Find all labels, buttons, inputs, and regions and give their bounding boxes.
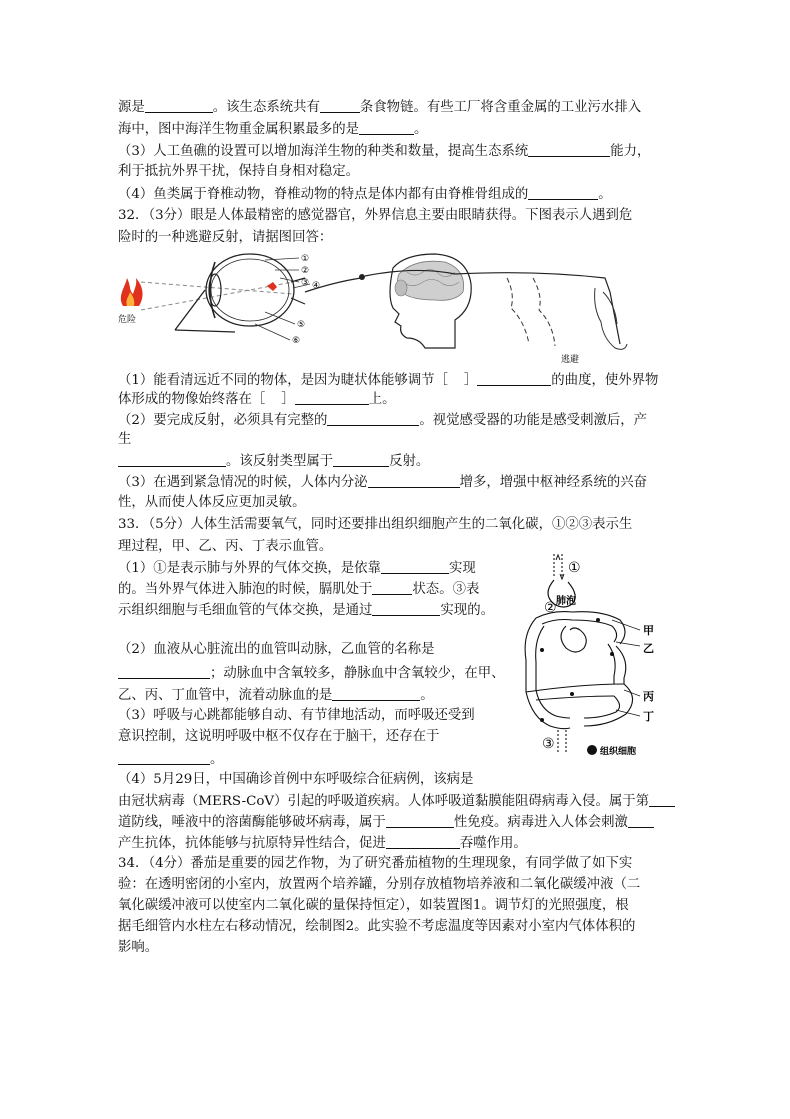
circulation-figure: [512, 550, 672, 768]
q33-answer-3: 示组织细胞与毛细血管的气体交换，是通过 实现的。: [118, 603, 494, 618]
answer-blank[interactable]: [372, 580, 412, 595]
answer-blank[interactable]: [528, 142, 610, 157]
q33-answer-7: （3）呼吸与心跳都能够自动、有节律地活动，而呼吸还受到: [118, 708, 475, 723]
head-with-brain: [390, 254, 471, 348]
answer-blank[interactable]: [320, 98, 360, 113]
answer-blank[interactable]: [528, 185, 598, 200]
answer-blank[interactable]: [381, 559, 449, 574]
danger-label: 危险: [118, 315, 137, 325]
q34-stem-2: 验：在透明密闭的小室内，放置两个培养罐，分别存放植物培养液和二氧化碳缓冲液（二: [118, 877, 641, 892]
reflex-figure: [115, 248, 645, 370]
q34-stem-3: 氧化碳缓冲液可以使室内二氧化碳的量保持恒定），如装置图1。调节灯的光照强度，根: [118, 898, 629, 913]
q34-stem-1: 34．（4分）番茄是重要的园艺作物，为了研究番茄植物的生理现象，有同学做了如下实: [118, 856, 633, 871]
q32-answer-3: （2）要完成反射，必须具有完整的 。视觉感受器的功能是感受刺激后，产: [118, 413, 648, 428]
answer-blank[interactable]: [386, 834, 460, 849]
q32-answer-4: 生: [118, 432, 132, 447]
label-2: ②: [301, 266, 310, 276]
q33-answer-11: 由冠状病毒（MERS-CoV）引起的呼吸道疾病。人体呼吸道黏膜能阻碍病毒入侵。属于第: [118, 792, 675, 811]
q32-answer-6: （3）在遇到紧急情况的时候，人体内分泌 增多，增强中枢神经系统的兴奋: [118, 475, 648, 490]
label-6: ⑥: [292, 336, 301, 346]
vessel-ding: 丁: [643, 710, 654, 723]
label-4: ④: [312, 281, 321, 291]
q33-answer-5: ；动脉血中含氧较多，静脉血中含氧较少，在甲、: [118, 664, 505, 683]
q33-stem-1: 33．（5分）人体生活需要氧气，同时还要排出组织细胞产生的二氧化碳，①②③表示生: [118, 517, 633, 532]
answer-blank[interactable]: [145, 98, 213, 113]
answer-blank[interactable]: [477, 371, 551, 386]
answer-blank[interactable]: [649, 792, 675, 807]
q33-answer-13: 产生抗体，抗体能够与抗原特异性结合，促进 吞噬作用。: [118, 836, 527, 851]
q32-answer-7: 性，从而使人体反应更加灵敏。: [118, 495, 306, 510]
label-1: ①: [301, 254, 310, 264]
label-1: ①: [568, 560, 581, 576]
answer-blank[interactable]: [628, 813, 654, 828]
q33-stem-2: 理过程，甲、乙、丙、丁表示血管。: [118, 539, 333, 554]
q33-answer-2: 的。当外界气体进入肺泡的时候，膈肌处于 状态。③表: [118, 582, 480, 597]
label-5: ⑤: [297, 320, 306, 330]
q33-answer-1: （1）①是表示肺与外界的气体交换，是依靠 实现: [118, 561, 476, 576]
tissue-label: 组织细胞: [600, 747, 637, 757]
q32-answer-1: （1）能看清远近不同的物体，是因为睫状体能够调节［ ］ 的曲度，使外界物: [118, 373, 659, 388]
q31-line-1: 源是 。该生态系统共有 条食物链。有些工厂将含重金属的工业污水排入: [118, 100, 642, 115]
q32-stem-2: 险时的一种逃避反射，请据图回答：: [118, 230, 333, 245]
q31-line-2: 海中，图中海洋生物重金属积累最多的是 。: [118, 122, 428, 137]
retina-image: [267, 282, 277, 291]
q31-line-4: 利于抵抗外界干扰，保持自身相对稳定。: [118, 164, 360, 179]
q33-answer-8: 意识控制，这说明呼吸中枢不仅存在于脑干，还存在于: [118, 729, 440, 744]
label-2: ②: [544, 600, 557, 616]
tissue-cell: [587, 745, 597, 755]
q33-answer-4: （2）血液从心脏流出的血管叫动脉，乙血管的名称是: [118, 642, 435, 657]
vessel-yi: 乙: [643, 642, 654, 655]
answer-blank[interactable]: [333, 452, 389, 467]
vessel-jia: 甲: [643, 624, 654, 637]
label-3: ③: [301, 278, 310, 288]
answer-blank[interactable]: [118, 664, 210, 679]
q33-answer-6: 乙、丙、丁血管中，流着动脉血的是 。: [118, 688, 434, 703]
q32-stem-1: 32．（3分）眼是人体最精密的感觉器官，外界信息主要由眼睛获得。下图表示人遇到危: [118, 208, 633, 223]
q31-line-3: （3）人工鱼礁的设置可以增加海洋生物的种类和数量，提高生态系统 能力，: [118, 144, 651, 159]
q31-line-5: （4）鱼类属于脊椎动物，脊椎动物的特点是体内都有由脊椎骨组成的 。: [118, 187, 612, 202]
answer-blank[interactable]: [386, 813, 454, 828]
answer-blank[interactable]: [368, 473, 460, 488]
escape-label: 逃避: [561, 355, 580, 365]
answer-blank[interactable]: [359, 120, 414, 135]
answer-blank[interactable]: [118, 750, 210, 765]
alveolus-label: 肺泡: [556, 596, 576, 607]
answer-blank[interactable]: [118, 452, 226, 467]
answer-blank[interactable]: [332, 686, 420, 701]
q32-answer-5: 。该反射类型属于 反射。: [118, 452, 429, 471]
q33-answer-12: 道防线，唾液中的溶菌酶能够破坏病毒，属于 性免疫。病毒进入人体会刺激: [118, 813, 654, 832]
answer-blank[interactable]: [295, 390, 369, 405]
flame-icon: [121, 278, 143, 306]
q32-answer-2: 体形成的物像始终落在［ ］ 上。: [118, 392, 396, 407]
q33-answer-9: 。: [118, 750, 223, 769]
answer-blank[interactable]: [327, 411, 419, 426]
q33-answer-10: （4）5月29日，中国确诊首例中东呼吸综合征病例，该病是: [118, 772, 474, 787]
flow-arrows: [540, 618, 614, 722]
q34-stem-4: 据毛细管内水柱左右移动情况，绘制图2。此实验不考虑温度等因素对小室内气体体积的: [118, 919, 636, 934]
nerve-node: [359, 274, 365, 280]
label-3: ③: [542, 736, 555, 752]
vessel-bing: 丙: [643, 690, 654, 703]
answer-blank[interactable]: [372, 601, 440, 616]
q34-stem-5: 影响。: [118, 940, 159, 955]
